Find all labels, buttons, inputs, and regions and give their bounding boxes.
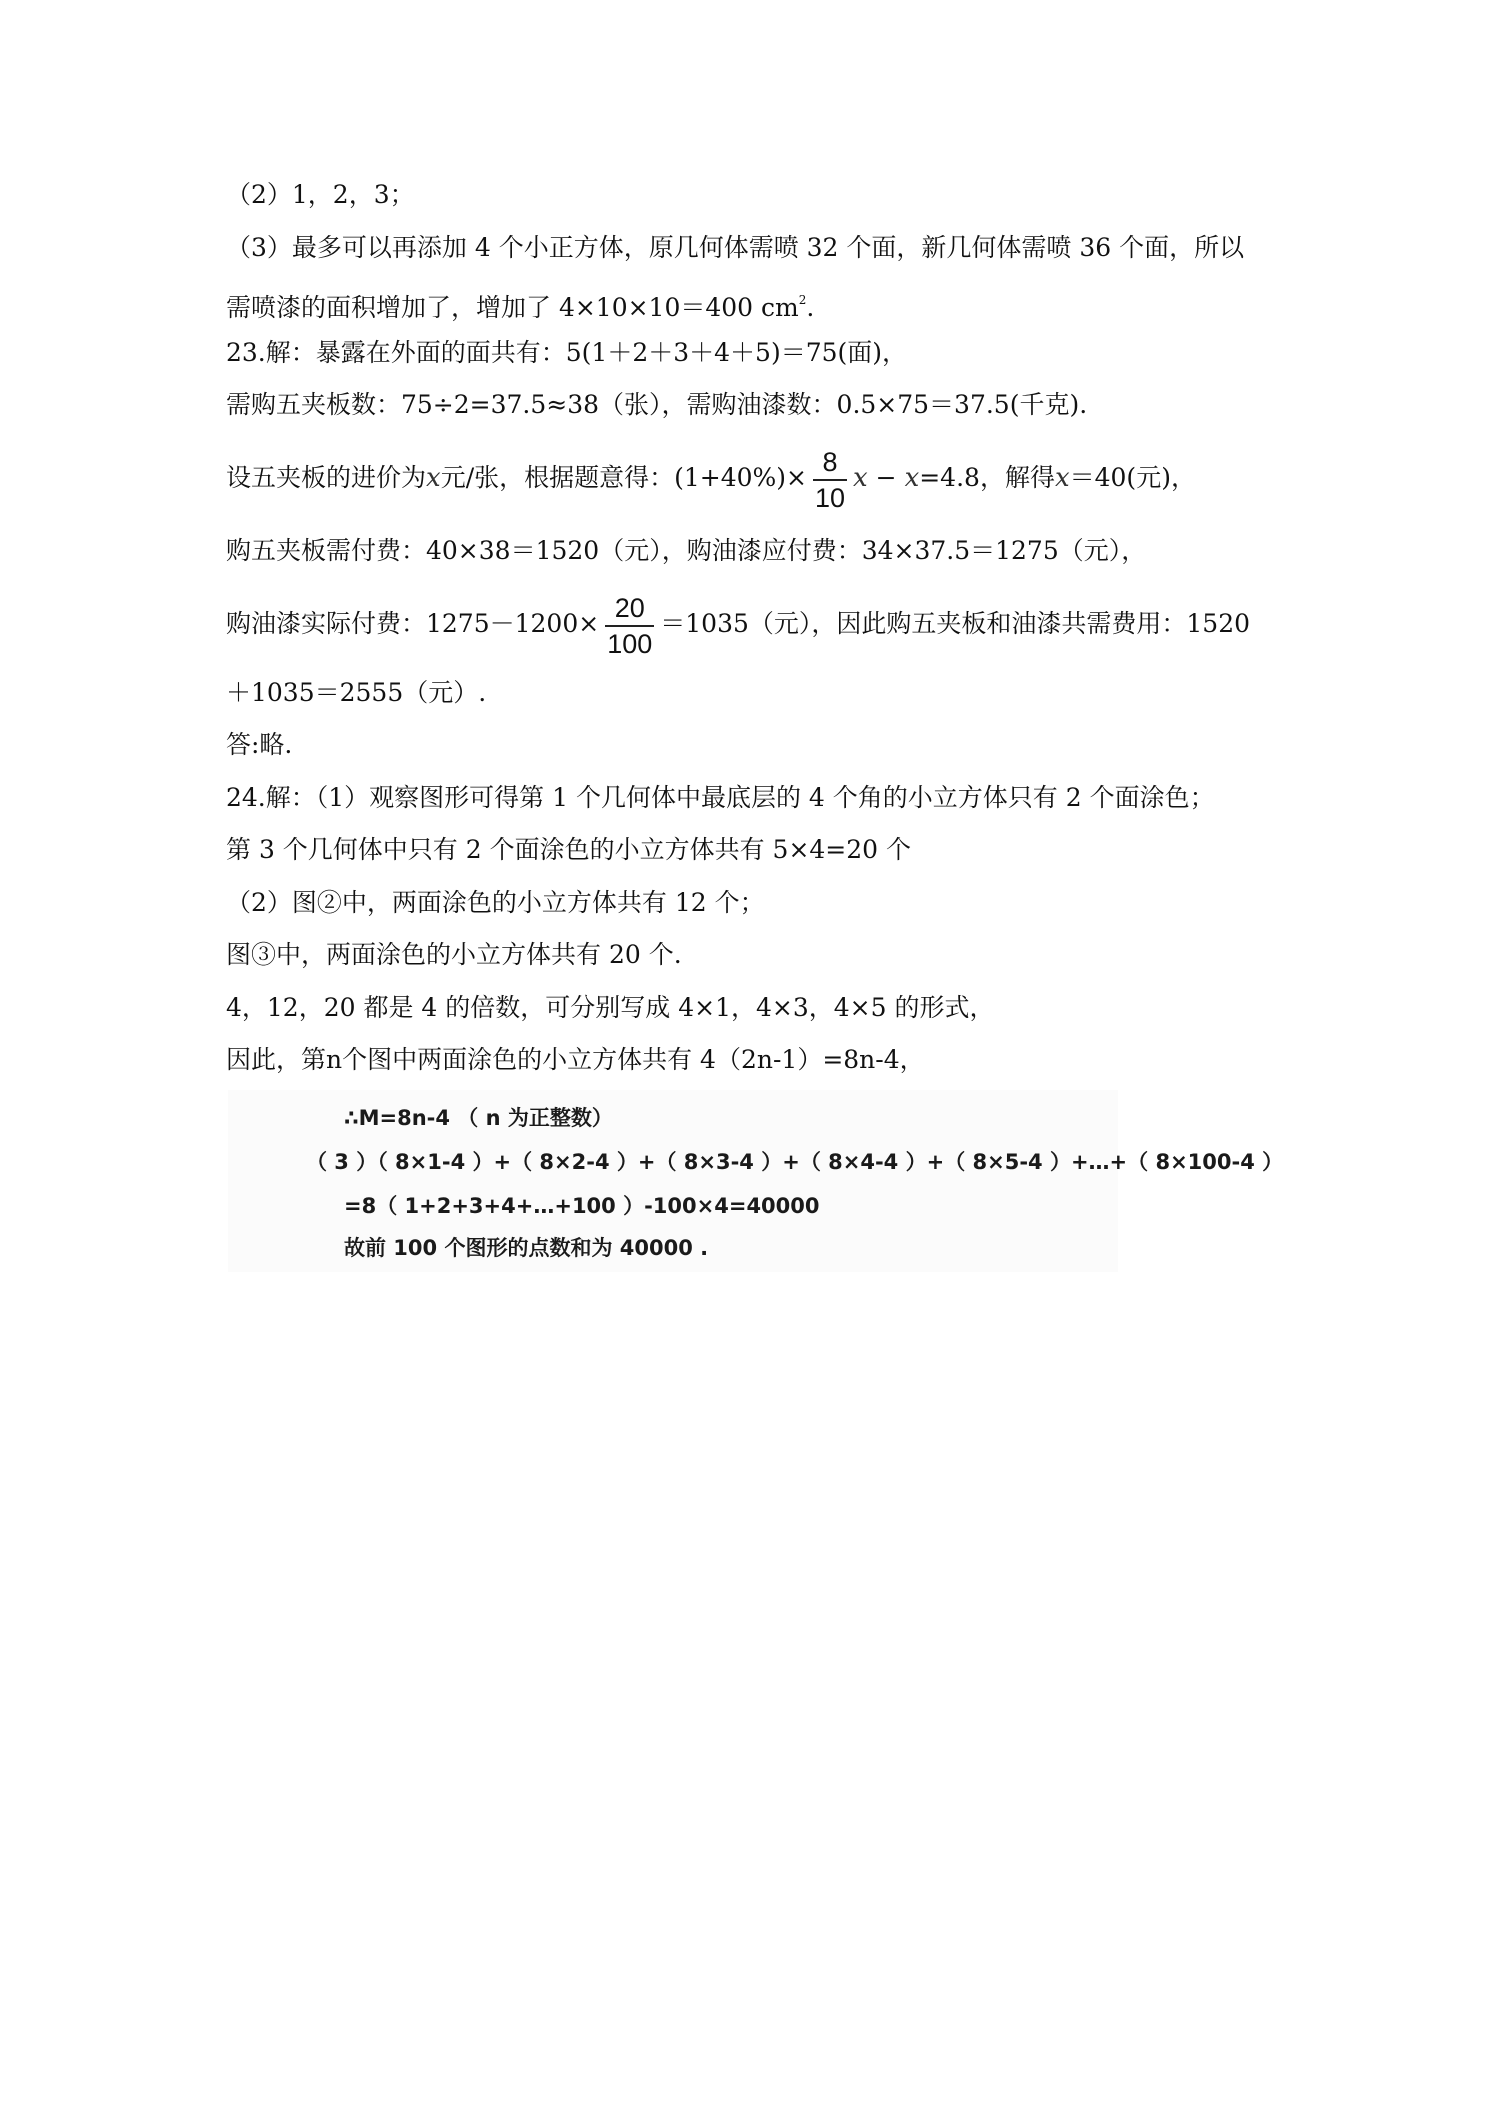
fraction-denominator: 100 (607, 628, 653, 659)
cost-calculation: 购五夹板需付费：40×38＝1520（元），购油漆应付费：34×37.5＝1275（元）， (226, 536, 1147, 565)
equation-setup-text: 设五夹板的进价为 (226, 463, 427, 492)
minus-sign: − (867, 463, 905, 492)
answer-omitted: 答:略. (226, 730, 293, 759)
fraction-20-over-100 (605, 593, 654, 659)
solution-value: ＝40(元)， (1069, 463, 1196, 492)
variable-x: x (904, 463, 920, 493)
solution-image (228, 1090, 1284, 1272)
fraction-denominator: 10 (815, 482, 846, 513)
area-increase-text: 需喷漆的面积增加了，增加了 4×10×10＝400 cm (226, 293, 799, 322)
fraction-8-over-10 (813, 447, 847, 513)
variable-x: x (1054, 463, 1070, 493)
paint-actual-cost-line (226, 584, 1250, 664)
answer-22-part2: （2）1，2，3； (226, 180, 415, 209)
answer-24-part2: （2）图②中，两面涂色的小立方体共有 12 个； (226, 888, 765, 917)
general-formula: 因此，第n个图中两面涂色的小立方体共有 4（2n-1）=8n-4， (226, 1045, 925, 1074)
figure-3-count: 图③中，两面涂色的小立方体共有 20 个. (226, 940, 682, 969)
answer-24-part1: 24.解：（1）观察图形可得第 1 个几何体中最底层的 4 个角的小立方体只有 2 个面涂色； (226, 783, 1215, 812)
fraction-numerator: 8 (822, 446, 838, 477)
variable-x: x (853, 463, 868, 493)
total-cost-text: ＝1035（元），因此购五夹板和油漆共需费用：1520 (660, 609, 1251, 638)
sum-expression: （ 3 ）（ 8×1-4 ）+（ 8×2-4 ）+（ 8×3-4 ）+（ 8×4-4 ）+（ 8×5-4 ）+…+（ 8×100-4 ） (306, 1150, 1284, 1174)
answer-22-part3: （3）最多可以再添加 4 个小正方体，原几何体需喷 32 个面，新几何体需喷 36 个面，所以 (226, 233, 1245, 262)
fraction-numerator: 20 (614, 592, 645, 623)
equation-text: 元/张，根据题意得：(1+40%)× (440, 463, 807, 492)
m-formula: ∴M=8n-4 （ n 为正整数） (344, 1106, 613, 1130)
answer-24-part1-cont: 第 3 个几何体中只有 2 个面涂色的小立方体共有 5×4=20 个 (226, 835, 912, 864)
total-cost-result: ＋1035＝2555（元）. (226, 678, 487, 707)
plywood-and-paint-amount: 需购五夹板数：75÷2=37.5≈38（张），需购油漆数：0.5×75＝37.5(千克). (226, 390, 1088, 419)
multiples-of-4: 4，12，20 都是 4 的倍数，可分别写成 4×1，4×3，4×5 的形式， (226, 993, 995, 1022)
fraction-bar (813, 479, 847, 481)
answer-22-part3-cont (226, 283, 814, 325)
variable-x: x (426, 463, 441, 493)
period: . (806, 293, 815, 322)
fraction-bar (605, 625, 654, 627)
square-superscript: 2 (798, 293, 807, 307)
sum-result: =8（ 1+2+3+4+…+100 ）-100×4=40000 (344, 1194, 820, 1218)
paint-cost-text: 购油漆实际付费：1275－1200× (226, 609, 600, 638)
equation-line (226, 438, 1196, 518)
equation-result-text: =4.8，解得 (919, 463, 1055, 492)
answer-23-heading: 23.解：暴露在外面的面共有：5(1＋2＋3＋4＋5)＝75(面)， (226, 338, 908, 367)
conclusion: 故前 100 个图形的点数和为 40000 . (344, 1236, 709, 1260)
